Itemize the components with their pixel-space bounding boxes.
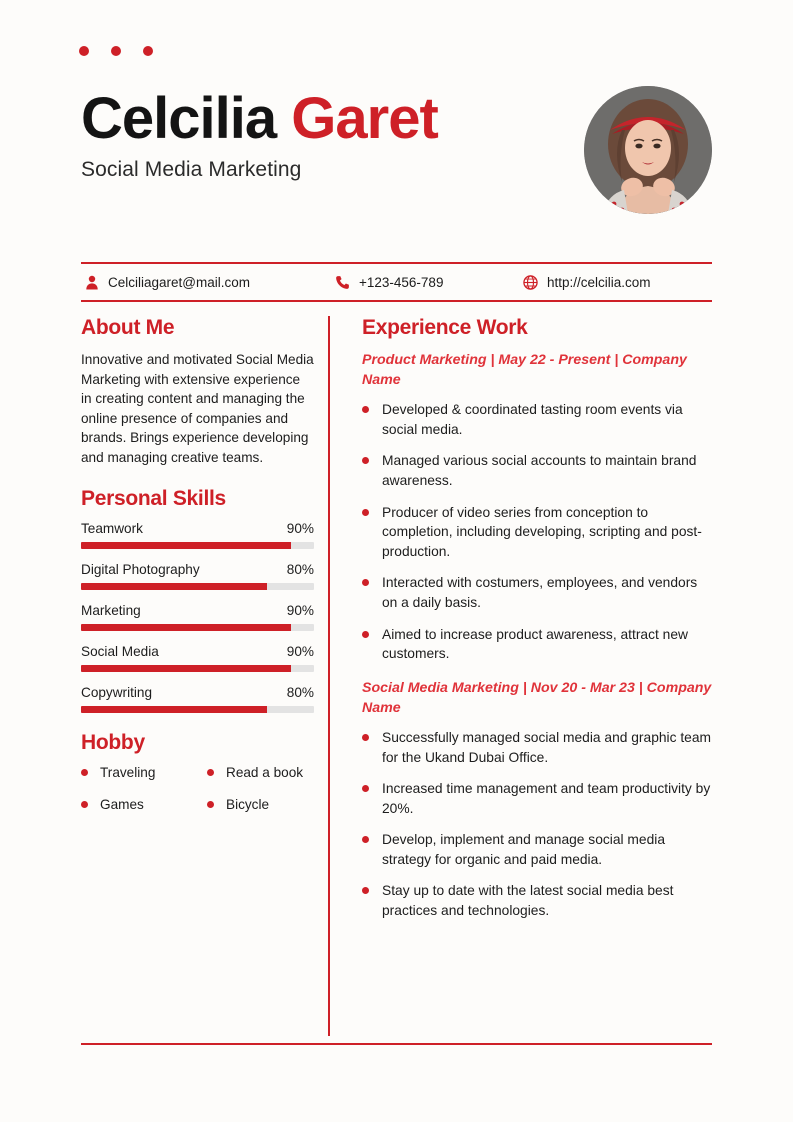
list-item	[362, 625, 712, 664]
skill-item	[81, 562, 314, 590]
bullet-text: Developed & coordinated tasting room events via social media.	[382, 402, 683, 437]
skill-label: Marketing	[81, 603, 141, 619]
job-title: Social Media Marketing | Nov 20 - Mar 23 | Company Name	[362, 679, 712, 716]
bullet-text: Increased time management and team productivity by 20%.	[382, 781, 711, 816]
contact-phone[interactable]	[331, 275, 519, 290]
dot-icon	[143, 46, 153, 56]
bullet-icon	[207, 801, 214, 808]
skills-heading: Personal Skills	[81, 487, 226, 511]
skill-label: Copywriting	[81, 685, 153, 701]
skill-value: 80%	[286, 562, 314, 578]
skill-value: 80%	[286, 685, 314, 701]
bullet-text: Stay up to date with the latest social media best practices and technologies.	[382, 883, 674, 919]
job-bullets	[362, 728, 712, 921]
list-item	[362, 503, 712, 562]
skill-value: 90%	[286, 644, 314, 660]
experience-heading: Experience Work	[362, 316, 528, 339]
list-item	[362, 573, 712, 612]
hobby-label: Read a book	[226, 765, 304, 781]
about-text: Innovative and motivated Social Media Marketing with extensive experience in creating content and managing the online presence of companies and brands. Brings experience developing and managing creative teams.	[81, 352, 314, 465]
skill-item	[81, 685, 314, 713]
skill-bar-fill	[81, 583, 267, 590]
body-columns	[81, 316, 712, 1036]
bullet-icon	[362, 887, 369, 894]
experience-job	[362, 678, 712, 921]
skill-bar-fill	[81, 665, 291, 672]
person-icon	[85, 275, 99, 290]
skill-value: 90%	[286, 603, 314, 619]
bullet-text: Interacted with costumers, employees, and vendors on a daily basis.	[382, 575, 698, 610]
decorative-dots	[79, 46, 153, 56]
bullet-icon	[81, 769, 88, 776]
experience-job	[362, 350, 712, 664]
skill-item	[81, 603, 314, 631]
left-column	[81, 316, 328, 1036]
contact-bar	[81, 262, 712, 302]
hobby-item	[81, 797, 207, 812]
dot-icon	[111, 46, 121, 56]
right-column	[348, 316, 712, 1036]
bullet-text: Producer of video series from conception to completion, including developing, scripting and post-production.	[382, 504, 702, 559]
last-name: Garet	[291, 86, 438, 151]
list-item	[362, 451, 712, 490]
bullet-icon	[362, 734, 369, 741]
bullet-icon	[362, 406, 369, 413]
skill-item	[81, 644, 314, 672]
hobby-label: Traveling	[100, 765, 156, 781]
bullet-icon	[207, 769, 214, 776]
contact-email[interactable]	[81, 275, 331, 290]
bullet-icon	[362, 509, 369, 516]
hobby-item	[81, 765, 207, 780]
column-divider	[328, 316, 330, 1036]
bullet-icon	[362, 785, 369, 792]
list-item	[362, 830, 712, 869]
skill-bar-fill	[81, 542, 291, 549]
bullet-text: Aimed to increase product awareness, attract new customers.	[382, 626, 688, 662]
bullet-text: Successfully managed social media and graphic team for the Ukand Dubai Office.	[382, 729, 712, 765]
job-role: Social Media Marketing	[81, 158, 302, 181]
skill-label: Teamwork	[81, 521, 143, 537]
profile-photo-icon	[584, 86, 712, 214]
dot-icon	[79, 46, 89, 56]
avatar	[584, 86, 712, 214]
skill-bar-fill	[81, 706, 267, 713]
contact-phone-text: +123-456-789	[359, 274, 444, 290]
skill-bar-track	[81, 706, 314, 713]
hobby-heading: Hobby	[81, 731, 145, 755]
list-item	[362, 881, 712, 920]
phone-icon	[335, 275, 350, 290]
skill-bar-track	[81, 583, 314, 590]
list-item	[362, 728, 712, 767]
skills-section	[81, 487, 314, 713]
list-item	[362, 779, 712, 818]
about-heading: About Me	[81, 316, 175, 339]
bullet-text: Develop, implement and manage social media strategy for organic and paid media.	[382, 832, 665, 867]
hobby-section	[81, 731, 314, 812]
job-bullets	[362, 400, 712, 663]
hobby-label: Bicycle	[226, 797, 270, 813]
bullet-icon	[362, 631, 369, 638]
skill-value: 90%	[286, 521, 314, 537]
hobby-label: Games	[100, 797, 144, 813]
bullet-icon	[362, 457, 369, 464]
list-item	[362, 400, 712, 439]
skill-item	[81, 521, 314, 549]
hobby-item	[207, 797, 314, 812]
footer-rule	[81, 1043, 712, 1045]
skill-label: Social Media	[81, 644, 159, 660]
skill-bar-track	[81, 542, 314, 549]
header	[81, 86, 712, 230]
skill-bar-fill	[81, 624, 291, 631]
bullet-text: Managed various social accounts to maintain brand awareness.	[382, 453, 697, 489]
skill-bar-track	[81, 665, 314, 672]
contact-email-text: Celciliagaret@mail.com	[108, 274, 250, 290]
skill-label: Digital Photography	[81, 562, 200, 578]
contact-website-text: http://celcilia.com	[547, 274, 651, 290]
hobby-item	[207, 765, 314, 780]
globe-icon	[523, 275, 538, 290]
bullet-icon	[81, 801, 88, 808]
bullet-icon	[362, 579, 369, 586]
bullet-icon	[362, 836, 369, 843]
first-name: Celcilia	[81, 86, 277, 151]
contact-website[interactable]	[519, 275, 712, 290]
job-title: Product Marketing | May 22 - Present | Company Name	[362, 352, 687, 389]
skill-bar-track	[81, 624, 314, 631]
